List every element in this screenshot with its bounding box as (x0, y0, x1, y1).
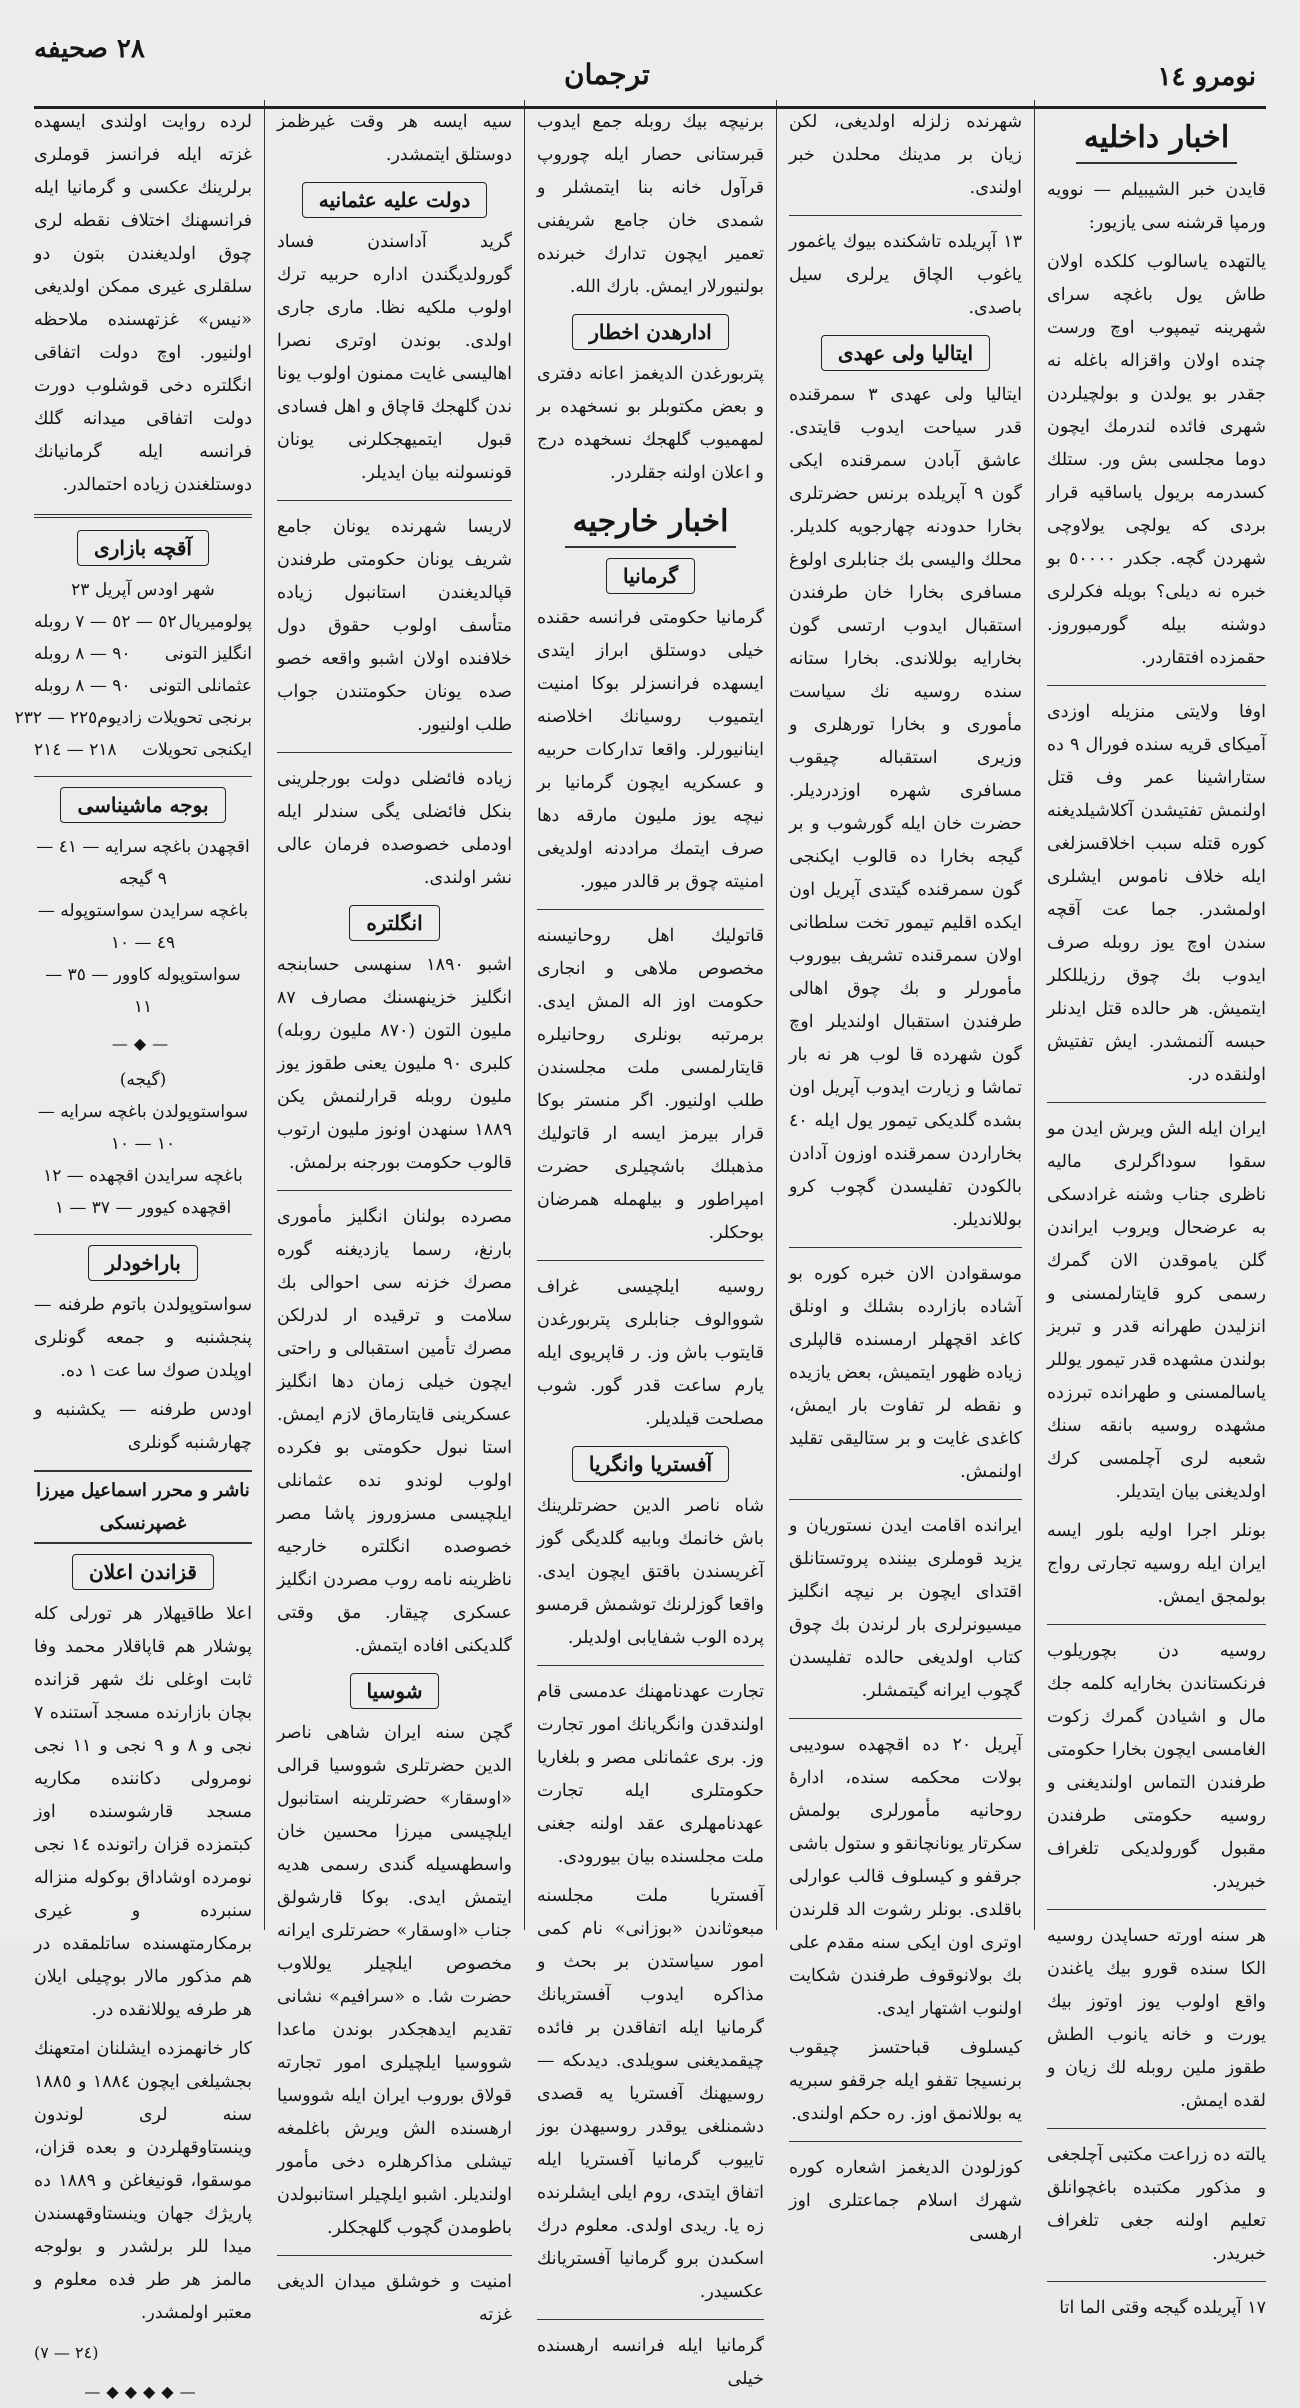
column-5 (14, 100, 265, 2401)
article-paragraph: سواستوپولدن باتوم طرفنه — پنجشنبه و جمعه گونلرى اوپلدن صوك سا عت ١ ده. (34, 1295, 252, 1381)
section-heading-railway: بوجه ماشيناسى (34, 787, 252, 823)
issue-number: نومرو ١٤ (1157, 62, 1256, 92)
divider (277, 2255, 512, 2256)
article-paragraph: گرمانيا ايله فرانسه ارهسنده خيلى (537, 2336, 764, 2389)
divider (537, 1665, 764, 1666)
divider (789, 215, 1022, 216)
article-paragraph: يالتهده ياسالوب كلكده اولان طاش يول باغچه سراى شهرينه تيمپوب اوچ ورست چنده اولان واقزاله باغله نه جقدر بو يولدن و بولچيلردن شهرى فائده لندرمك ايچون دوما مجلسى بش ور. ستلك كسدرمه بريول ياساقيه قرار بردى كه يولچى يولاوچى شهردن گچه. جكدر ٥٠٠٠٠ بو خبره نه ديلى؟ بويله فكرلرى دوشنه بيله گورمبوروز. حقمزده افتقاردر. (1047, 252, 1266, 668)
divider (277, 1190, 512, 1191)
article-paragraph: پتربورغدن الديغمز اعانه دفترى و بعض مكتوبلر بو نسخهده بر لمهميوب گلهجك نسخهده درج و اعلان اولنه جقلردر. (537, 364, 764, 483)
divider (34, 1234, 252, 1235)
price-row: انگليز التونى ٩٠ — ٨ روبله (34, 644, 252, 664)
article-paragraph: روسيه ايلچيسى غراف شووالوف جنابلرى پتربورغدن قايتوب باش وز. ر قاپريوى ايله يارم ساعت قدر گور. شوب مصلحت قيلديلر. (537, 1277, 764, 1429)
divider (789, 1499, 1022, 1500)
article-paragraph: شاه ناصر الدين حضرتلرينك باش خانمك وبابيه گلديگى گوز آغريسندن باقتق ايچون ايدى. واقعا گوزلرنك توشمش قرمسو پرده الوب شفايابى اولديلر. (537, 1496, 764, 1648)
article-paragraph: قاتوليك اهل روحانيسنه مخصوص ملاهى و انجارى حكومت اوز اله المش ايدى. برمرتبه بونلرى روحانيلره قايتارلمسى ملت مجلسندن طلب اولنيور. اگر منستر بوكا قرار بيرمز ايسه ار قاتوليك مذهبلك باشچيلرى حضرت امپراطور و بيلهمله همرضان بوحكلر. (537, 926, 764, 1243)
article-paragraph: گريد آداسندن فساد گورولديگندن اداره حربيه ترك اولوب ملكيه نظا. مارى جارى اولدى. بوندن اوترى نصرا اهاليسى غايت ممنون اولوب يونا ندن گلهجك قاچاق و اهل فسادى قبول ايتميهجكلرنى يونان قونسولنه بيان ايديلر. (277, 232, 512, 483)
article-paragraph: يالته ده زراعت مكتبى آچلجغى و مذكور مكتبده باغچوانلق تعليم اولنه جغى تلغراف خبريدر. (1047, 2145, 1266, 2264)
price-row: ايكنجى تحويلات ٢١٨ — ٢١٤ (34, 740, 252, 760)
article-paragraph: بونلر اجرا اوليه بلور ايسه ايران ايله روسيه تجارتى رواج بولمجق ايمش. (1047, 1521, 1266, 1607)
column-2 (777, 100, 1035, 2244)
divider (1047, 2128, 1266, 2129)
section-heading: گرمانيا (537, 558, 764, 594)
divider (537, 2319, 764, 2320)
article-paragraph: امنيت و خوشلق ميدان الديغى غزته (277, 2272, 512, 2325)
timetable-line: اقچهدن باغچه سرايه — ٤١ — ٩ گيجه (36, 837, 250, 889)
advert-paragraph: كار خانهمزده ايشلنان امتعهنك بجشيلغى ايچون ١٨٨٤ و ١٨٨٥ سنه لرى لوندون وينستاوقهلردن و بعده قزان، موسقوا، قونيغاغن و ١٨٨٩ ده پاريژك جهان وينستاوقهسندن ميدا للر برلشدر و بولوجه مالمز هر طر فده معلوم و معتبر اولمشدر. (34, 2039, 252, 2323)
timetable-line: سواستوپولدن باغچه سرايه — ١٠ — ١٠ (37, 1102, 249, 1154)
section-banner-foreign: اخبار خارجيه (537, 498, 764, 548)
newspaper-title: ترجمان (564, 58, 650, 91)
ornament-divider: —◆— (111, 1034, 175, 1053)
timetable-line: باغچه سرايدن اقچهده — ١٢ (43, 1166, 243, 1186)
article-paragraph: ايتاليا ولى عهدى ٣ سمرقنده قدر سياحت ايدوب قايتدى. عاشق آبادن سمرقنده ايكى گون ٩ آپريلده برنس حضرتلرى بخارا حدودنه چهارجويه كلديلر. محلك واليسى بك جنابلرى اولوغ مسافرى بخارا خان طرفندن استقبال ايدوب ارتسى گون بخارايه بوللاندى. بخارا ستانه سنده روسيه نك سياست مأمورى و بخارا تورهلرى و وزيرى استقباله چيقوب مسافرى شهره اوزدرديلر. حضرت خان ايله گورشوب و بر گيجه بخارا ده قالوب ايكنجى گون سمرقنده گيتدى آپريل اون ايكده اقليم تيمور تخت سلطانى اولان سمرقنده تشريف بيوروب مأمورلر و بك چوق اهالى طرفندن استقبال اولنديلر اوچ گون شهرده قا لوب هر نه بار تماشا و زيارت ايدوب آپريل اون بشده گلديكى تيمور يول ايله ٤٠ بخاراردن سمرقنده اوزون آدادن بالكودن تفليسدن گچوب كرو بوللانديلر. (789, 385, 1022, 1230)
divider (789, 1718, 1022, 1719)
page-number: ٢٨ صحيفه (34, 34, 145, 64)
timetable-line: سواستوپوله كاوور — ٣٥ — ١١ (45, 965, 241, 1017)
article-paragraph: ١٧ آپريلده گيجه وقتى الما اتا (1059, 2298, 1266, 2318)
section-heading-kazan-advert: قزاندن اعلان (34, 1554, 252, 1590)
divider (789, 1247, 1022, 1248)
divider (277, 752, 512, 753)
article-paragraph: سيه ايسه هر وقت غيرظمز دوستلق ايتمشدر. (277, 112, 512, 165)
divider (1047, 2281, 1266, 2282)
article-paragraph: اوفا ولايتى منزيله اوزدى آميكاى قريه سنده فورال ٩ ده ستاراشينا عمر وف قتل اولنمش تفتيشدن آكلاشيلديغنه كوره قتله سبب اخلاقسزلغى ايله خلاف ناموس ايشلرى اولمشدر. جما عت آقچه سندن اوچ يوز روبله صرف ايدوب بك چوق رزيللكلر ايتميش. هر حالده قتل ايدنلر حبسه آلنمشدر. ايش تفتيش اولنقده در. (1047, 702, 1266, 1085)
section-banner-domestic: اخبار داخليه (1047, 114, 1266, 164)
price-row: برنجى تحويلات زاديوم ٢٢٥ — ٢٣٢ (14, 708, 252, 728)
article-paragraph: ١٣ آپريلده تاشكنده بيوك ياغمور ياغوب الچاق يرلرى سيل باصدى. (789, 232, 1022, 318)
advert-paragraph: اعلا طاقيهلار هر تورلى كله پوشلار هم قاپاقلار محمد وفا ثابت اوغلى نك شهر قزانده بچان بازارنده مسجد آستنده ٧ نجى و ٨ و ٩ نجى و ١١ نجى نومرولى دكاننده مكاريه مسجد قارشوسنده اوز كبتمزده قزان راتونده ١٤ نجى نومرده اوشاداق بوكوله منزاله سنبرده و غيرى برمكارمتهسنده ساتلمقده در هم مذكور مالار بوچيلى ايلان هر طرفه يوللانقده در. (34, 1604, 252, 2020)
section-heading: دولت عليه عثمانيه (277, 182, 512, 218)
price-row: عثمانلى التونى ٩٠ — ٨ روبله (34, 676, 252, 696)
article-paragraph: گچن سنه ايران شاهى ناصر الدين حضرتلرى شووسيا قرالى «اوسقار» حضرتلرينه استانبول ايلچيسى ميرزا محسين خان واسطهسيله گندى رسمى هديه ايتمش ايدى. بوكا قارشولق جناب «اوسقار» حضرتلرى ايرانه مخصوص ايلچيلر يوللاوب حضرت شا. ه «سرافيم» نشانى تقديم ايدهجكدر بوندن ماعدا شووسيا ايلچيلرى امور تجارته قولاق بوروب ايران ايله شووسيا ارهسنده الش ويرش باغلمغه تيشلى مذاكرهلره دخى مأمور اولنديلر. اشبو ايلچيلر استانبولدن باطومدن گچوب گلهجكلر. (277, 1723, 512, 2238)
article-paragraph: لرده روايت اولندى ايسهده غزته ايله فرانسز قوملرى برلرينك عكسى و گرمانيا ايله فرانسهنك اختلاف نقطه لرى چوق اولديغندن بتون دو سلقلرى غيرى ممكن اولديغى «نيس» غزتهسنده ملاحظه اولنيور. اوچ دولت اتفاقى انگلتره دخى قوشلوب دورت دولت اتفاقى ميدانه گلك فرانسه ايله گرمانيانك دوستلغندن زياده احتمالدر. (34, 112, 252, 495)
article-paragraph: شهرنده زلزله اولديغى، لكن زيان بر مدينك محلدن خبر اولندى. (789, 112, 1022, 198)
section-heading: ايتاليا ولى عهدى (789, 335, 1022, 371)
article-paragraph: اودس طرفنه — يكشنبه و چهارشنبه گونلرى (34, 1400, 252, 1453)
article-paragraph: كيسلوف قباحتسز چيقوب برنسيجا تقفو ايله جرقفو سبريه يه بوللانمق اوز. ره حكم اولندى. (789, 2038, 1022, 2124)
divider (1047, 685, 1266, 686)
divider (1047, 1102, 1266, 1103)
column-3 (525, 100, 777, 2389)
section-heading-steamers: باراخودلر (34, 1245, 252, 1281)
article-paragraph: اشبو ١٨٩٠ سنهسى حسابنجه انگليز خزينهسنك مصارف ٨٧ مليون التون (٨٧٠ مليون روبله) كلبرى ٩٠ مليون يعنى طقوز يوز مليون روبله قرارلنمش يكن ١٨٨٩ سنهدن اونوز مليون ارتوب قالوب حكومت بورجنه برلمش. (277, 955, 512, 1173)
divider (1047, 1624, 1266, 1625)
article-paragraph: ايرانده اقامت ايدن نستوريان و يزيد قوملرى بيننده پروتستانلق اقتداى ايچون بر نيچه انگليز ميسيونرلرى بار لرندن بك چوق كتاب اولديغى حالده تفليسدن گچوب ايرانه گيتمشلر. (789, 1516, 1022, 1701)
article-paragraph: هر سنه اورته حساپدن روسيه الكا سنده قورو بيك ياغندن واقع اولوب يوز اوتوز بيك يورت و خانه يانوب الطش طقوز ملين روبله لك زيان و لقده ايمش. (1047, 1926, 1266, 2111)
article-paragraph: موسقوادن الان خبره كوره بو آشاده بازارده بشلك و اونلق كاغد اقچهلر ارمسنده قالپلرى زياده ظهور ايتميش، بعض يازيده و نقطه لر تفاوت بار ايمش، كاغدى غايت و بر ستاليقى تقليد اولنمش. (789, 1264, 1022, 1482)
divider (537, 909, 764, 910)
article-paragraph: قايدن خبر الشيبيلم — نوويه ورمپا قرشنه سى يازيور: (1047, 180, 1266, 233)
article-paragraph: كوزلودن الديغمز اشعاره كوره شهرك اسلام جماعتلرى اوز ارهسى (789, 2158, 1022, 2244)
section-heading-money-market: آقچه بازارى (34, 530, 252, 566)
timetable-line: اقچهده كيوور — ٣٧ — ١ (54, 1198, 232, 1218)
column-4 (265, 100, 525, 2325)
article-paragraph: مصرده بولنان انگليز مأمورى بارنغ، رسما يازديغنه گوره مصرك خزنه سى احوالى بك سلامت و ترقيده ار لدرلكن مصرك تأمين استقبالى و راحتى ايچون خيلى زمان دها انگليز عسكرينى قايتارماق لازم ايمش. استا نبول حكومتى بو فكرده اولوب لوندو نده عثمانلى ايلچيسى مسزوروز پاشا مصر خصوصده انگلتره خارجيه ناظرينه نامه روب مصردن انگليز عسكرى چيقار. مق وقتى گلديكنى افاده ايتمش. (277, 1207, 512, 1656)
article-paragraph: لاريسا شهرنده يونان جامع شريف يونان حكومتى طرفندن قپالديغندن استانبول زياده متأسف اولوب حقوق دول خلافنده اولان اشبو واقعه خصو صده يونان حكومتندن جواب طلب اولنيور. (277, 517, 512, 735)
timetable-line: باغچه سرايدن سواستوپوله — ٤٩ — ١٠ (37, 901, 249, 953)
section-heading: آفستريا وانگريا (537, 1446, 764, 1482)
article-paragraph: آفستريا ملت مجلسنه مبعوثاندن «بوزانى» نام كمى امور سياستدن بر بحث و مذاكره ايدوب آفستريانك گرمانيا ايله اتفاقدن بر فائده چيقمديغنى سويلدى. ديدىكه — روسيهنك آفستريا يه قصدى دشمنلغى يوقدر روسيهدن بوز تاييوب گرمانيا آفستريا ايله اتفاق ايتدى، روم ايلى ايشلرنده زه يا. ريدى اولدى. معلوم درك اسكىدن برو گرمانيا آفستريانك عكسيدر. (537, 1886, 764, 2302)
column-1 (1035, 100, 1278, 2318)
section-heading: شوسيا (277, 1673, 512, 1709)
divider (277, 500, 512, 501)
article-paragraph: برنيچه بيك روبله جمع ايدوب قبرستانى حصار ايله چوروپ قرآول خانه بنا ايتمشلر و شمدى خان جامع شريفنى تعمير ايچون تدارك خبرنده بولنيورلار ايمش. بارك الله. (537, 112, 764, 297)
article-paragraph: ايران ايله الش ويرش ايدن مو سقوا سوداگرلرى ماليه ناظرى جناب وشنه غرادسكى به عرضحال ويروب ايراندن گلن ياموقدن الان گمرك رسمى كرو قايتارلمسنى و انزليدن طهرانه قدر و تبريز بولندن مشهده قدر تيمور يوللر ياسالمسنى و طهرانده تبرزده مشهده روسيه بانقه سنك شعبه لرى آچلمسى كرك اولديغنى بيان ايتديلر. (1047, 1119, 1266, 1502)
masthead (24, 14, 1276, 92)
section-heading: ادارهدن اخطار (537, 314, 764, 350)
section-heading: انگلتره (277, 905, 512, 941)
divider (537, 1260, 764, 1261)
columns (14, 100, 1278, 2401)
article-paragraph: آپريل ٢٠ ده اقچهده سوديبى بولات محكمه سنده، ادارهٔ روحانيه مأمورلرى بولمش سكرتار يونانچانقو و ستول باشى جرقفو و كيسلوف قالب عوارلى باقلدى. بونلر رشوت الد قلرندن اوترى اون ايكى سنه مقدم على بك بولانوقوف طرفندن شكايت اولنوب اشتهار ايدى. (789, 1735, 1022, 2019)
article-paragraph: روسيه دن بچوريلوب فرنكستاندن بخارايه كلمه جك مال و اشيادن گمرك زكوت الغامسى ايچون بخارا حكومتى طرفندن التماس اولنديغنى و روسيه حكومتى طرفندن مقبول گورولديكى تلغراف خبريدر. (1047, 1641, 1266, 1892)
market-dateline: شهر اودس آپريل ٢٣ (71, 580, 215, 600)
divider (1047, 1909, 1266, 1910)
divider (34, 776, 252, 777)
publisher-line: ناشر و محرر اسماعيل ميرزا غصپرنسكى (34, 1470, 252, 1544)
divider (789, 2141, 1022, 2142)
advert-reference: (٢٤ — ٧) (34, 2343, 99, 2362)
article-paragraph: گرمانيا حكومتى فرانسه حقنده خيلى دوستلق ابراز ايتدى ايسهده فرانسزلر بوكا امنيت ايتميوب روسيانك اخلاصنه اينانيورلر. واقعا تداركات حربيه و عسكريه ايچون گرمانيا بر نيچه يوز مليون مارقه دها صرف ايتمك مراددنه اولديغى امنيته چوق بر قالدر ميور. (537, 608, 764, 892)
divider (34, 514, 252, 518)
article-paragraph: زياده فائضلى دولت بورجلرينى بنكل فائضلى يگى سندلر ايله اودملى خصوصده فرمان عالى نشر اولندى. (277, 769, 512, 888)
night-label: (گيجه) (119, 1070, 167, 1090)
ornament-divider: —◆◆◆◆— (84, 2382, 202, 2401)
price-list (14, 606, 252, 766)
price-row: پولوميريال ٥٢ — ٥٢ — ٧ روبله (34, 612, 252, 632)
article-paragraph: تجارت عهدنامهنك عدمسى قام اولندقدن وانگريانك امور تجارت وز. برى عثمانلى مصر و بلغاريا حكومتلرى ايله تجارت عهدنامهلرى عقد اولنه جغنى ملت مجلسنده بيان بيورودى. (537, 1682, 764, 1867)
